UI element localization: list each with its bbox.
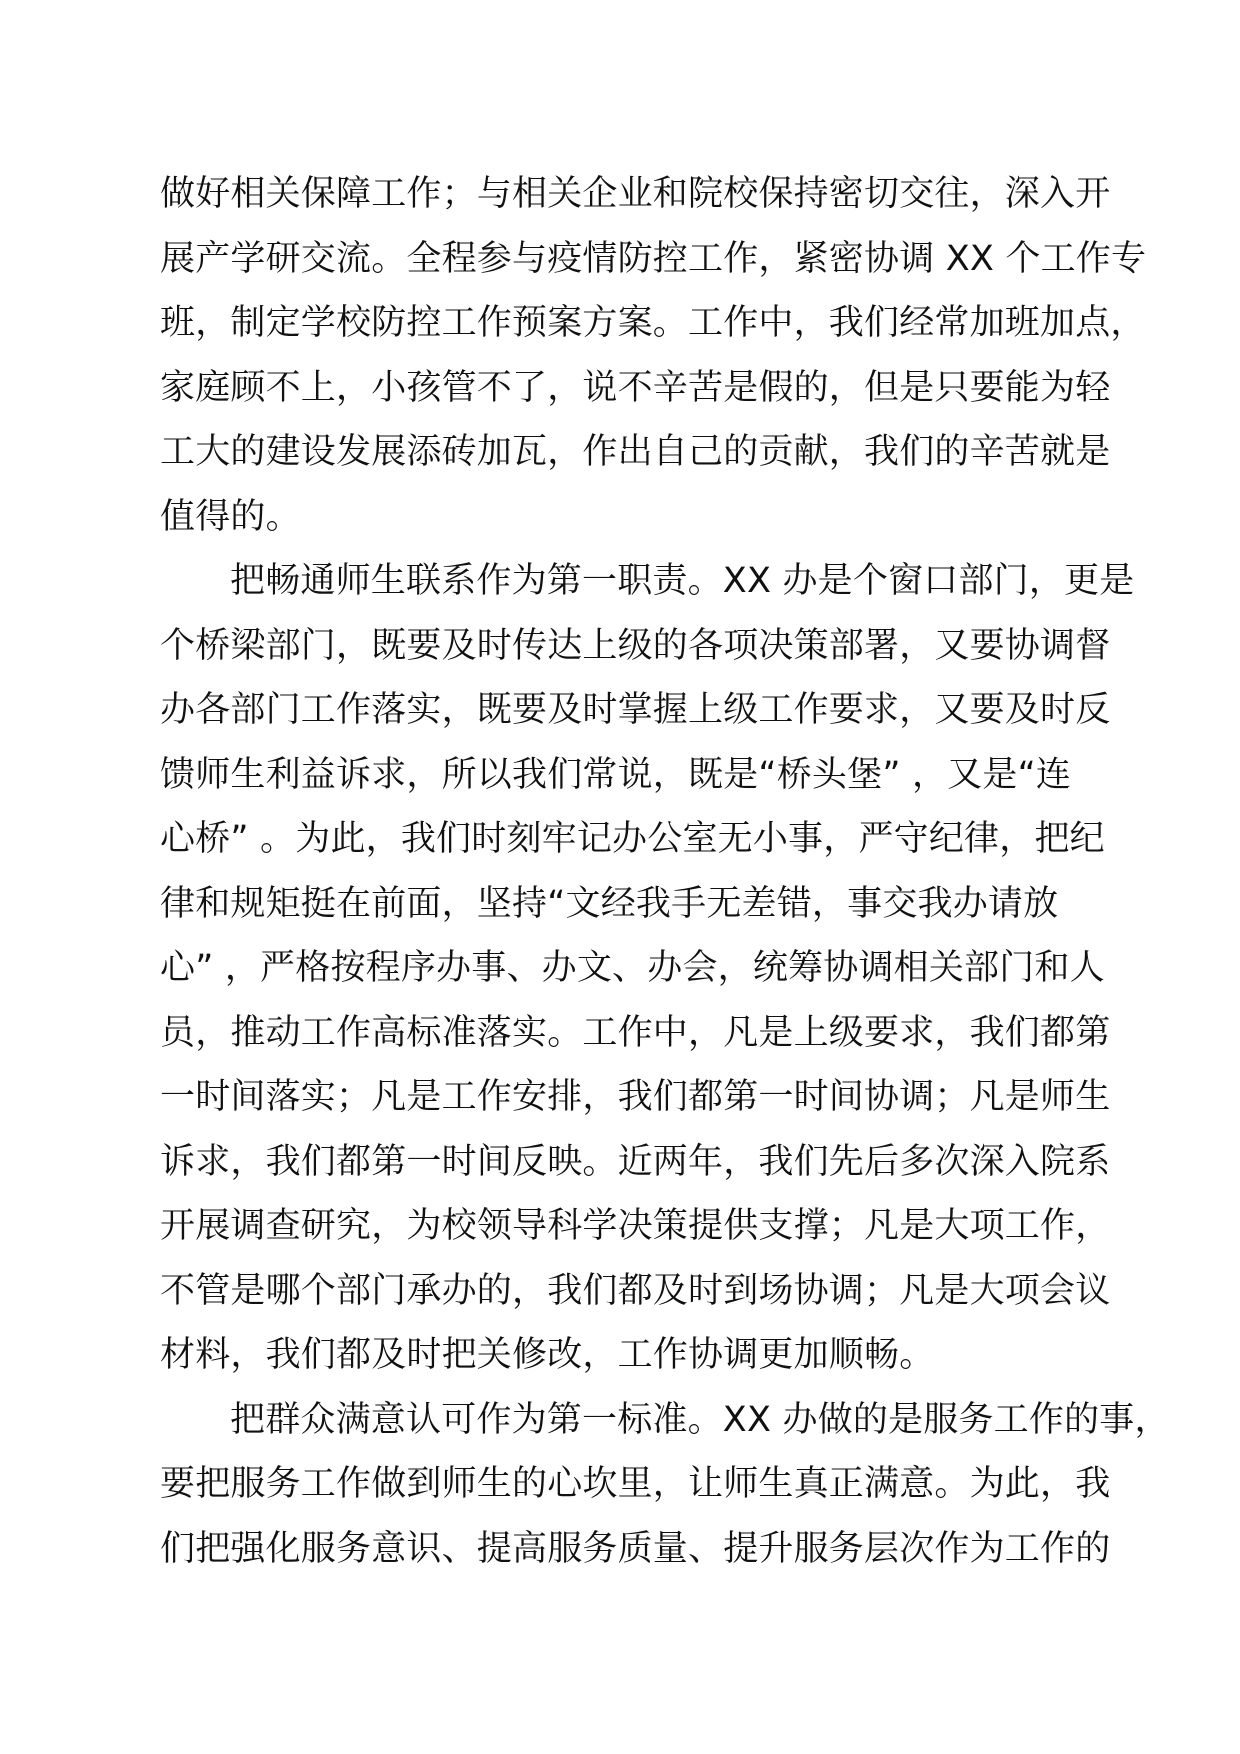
text-line: 心” ，严格按程序办事、办文、办会，统筹协调相关部门和人 [160,948,1105,988]
text-line: 办各部门工作落实，既要及时掌握上级工作要求，又要及时反 [160,690,1111,730]
text-line: 员，推动工作高标准落实。工作中，凡是上级要求，我们都第 [160,1012,1111,1053]
text-line: 不管是哪个部门承办的，我们都及时到场协调；凡是大项会议 [160,1270,1111,1311]
text-line: 开展调查研究，为校领导科学决策提供支撑；凡是大项工作， [160,1206,1111,1246]
text-line: 把畅通师生联系作为第一职责。XX 办是个窗口部门，更是 [230,561,1135,601]
text-line: 材料，我们都及时把关修改，工作协调更加顺畅。 [160,1335,935,1375]
text-line: 把群众满意认可作为第一标准。XX 办做的是服务工作的事， [230,1399,1170,1440]
text-line: 家庭顾不上，小孩管不了，说不辛苦是假的，但是只要能为轻 [160,367,1111,408]
text-line: 做好相关保障工作；与相关企业和院校保持密切交往，深入开 [160,174,1111,214]
text-line: 要把服务工作做到师生的心坎里，让师生真正满意。为此，我 [160,1464,1111,1504]
text-line: 一时间落实；凡是工作安排，我们都第一时间协调；凡是师生 [160,1077,1111,1117]
paragraph-1 [160,162,1147,549]
text-line: 展产学研交流。全程参与疫情防控工作，紧密协调 XX 个工作专 [160,238,1147,279]
text-line: 馈师生利益诉求，所以我们常说，既是“桥头堡” ，又是“连 [160,754,1072,795]
text-line: 班，制定学校防控工作预案方案。工作中，我们经常加班加点， [160,303,1146,343]
text-line: 工大的建设发展添砖加瓦，作出自己的贡献，我们的辛苦就是 [160,432,1111,472]
text-line: 心桥” 。为此，我们时刻牢记办公室无小事，严守纪律，把纪 [160,819,1105,859]
text-line: 值得的。 [160,496,301,537]
paragraph-2 [160,549,1135,1388]
text-line: 律和规矩挺在前面，坚持“文经我手无差错，事交我办请放 [160,883,1059,924]
text-line: 们把强化服务意识、提高服务质量、提升服务层次作为工作的 [160,1528,1111,1569]
paragraph-3 [160,1388,1170,1582]
text-line: 个桥梁部门，既要及时传达上级的各项决策部署，又要协调督 [160,625,1111,666]
document-body [160,162,1170,1581]
text-line: 诉求，我们都第一时间反映。近两年，我们先后多次深入院系 [160,1141,1111,1182]
